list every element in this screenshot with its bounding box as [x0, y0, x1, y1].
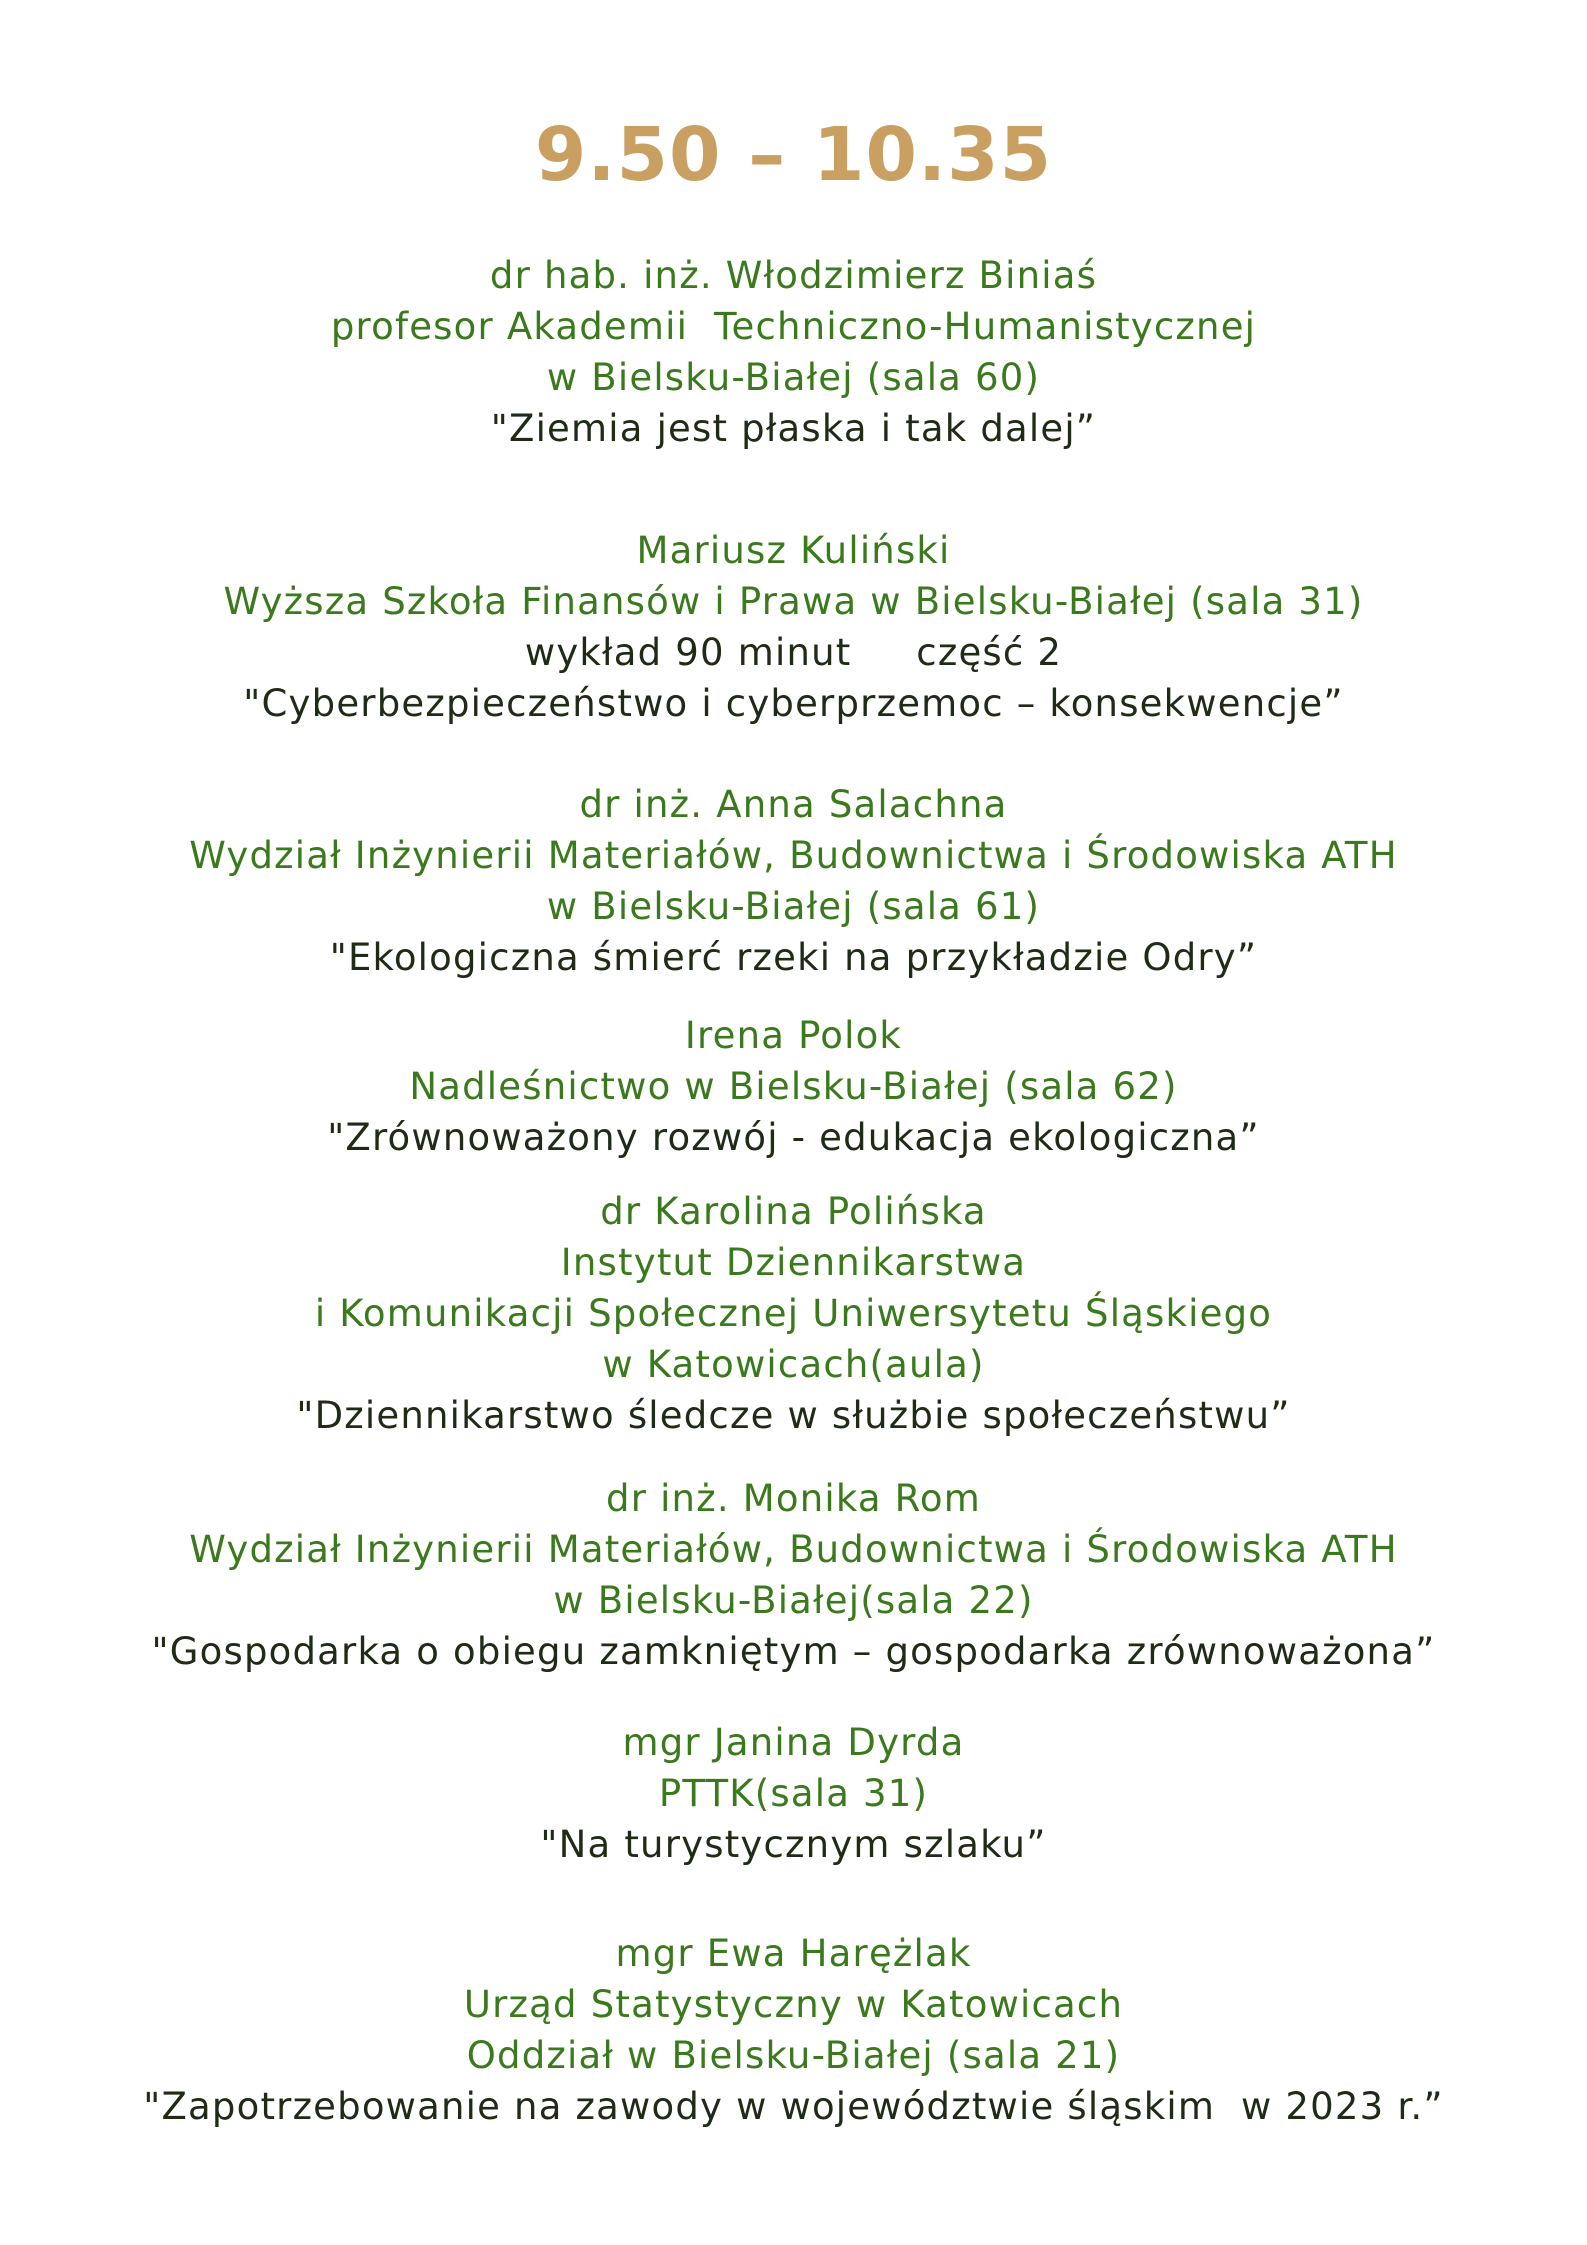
speaker-affiliation: w Bielsku-Białej(sala 22): [553, 1579, 1034, 1622]
speaker-name: dr inż. Anna Salachna: [579, 783, 1008, 826]
speaker-name: dr Karolina Polińska: [600, 1190, 987, 1233]
session-block-6: [0, 1473, 1587, 1677]
lecture-note: wykład 90 minut część 2: [524, 631, 1063, 674]
speaker-name: mgr Ewa Harężlak: [615, 1932, 972, 1975]
session-block-7: [0, 1717, 1587, 1870]
speaker-affiliation: i Komunikacji Społecznej Uniwersytetu Śląskiego: [314, 1292, 1273, 1335]
speaker-affiliation: Wydział Inżynierii Materiałów, Budownictwa i Środowiska ATH: [189, 834, 1398, 877]
speaker-affiliation: w Bielsku-Białej (sala 61): [546, 885, 1041, 928]
time-range-heading: 9.50 – 10.35: [534, 112, 1053, 198]
speaker-affiliation: profesor Akademii Techniczno-Humanistycznej: [330, 305, 1257, 348]
session-block-4: [0, 1010, 1587, 1163]
speaker-affiliation: Wydział Inżynierii Materiałów, Budownictwa i Środowiska ATH: [189, 1528, 1398, 1571]
speaker-name: Irena Polok: [684, 1014, 903, 1057]
speaker-name: mgr Janina Dyrda: [622, 1721, 965, 1764]
session-block-2: [0, 525, 1587, 729]
session-block-8: [0, 1928, 1587, 2132]
speaker-affiliation: Urząd Statystyczny w Katowicach: [463, 1983, 1124, 2026]
speaker-name: Mariusz Kuliński: [636, 529, 951, 572]
speaker-affiliation: Wyższa Szkoła Finansów i Prawa w Bielsku-Białej (sala 31): [223, 580, 1364, 623]
speaker-affiliation: Oddział w Bielsku-Białej (sala 21): [466, 2034, 1121, 2077]
speaker-affiliation: w Katowicach(aula): [602, 1343, 985, 1386]
speaker-affiliation: Nadleśnictwo w Bielsku-Białej (sala 62): [409, 1065, 1178, 1108]
session-block-1: [0, 250, 1587, 454]
speaker-affiliation: Instytut Dziennikarstwa: [560, 1241, 1027, 1284]
speaker-affiliation: w Bielsku-Białej (sala 60): [546, 356, 1041, 399]
session-block-3: [0, 779, 1587, 983]
speaker-name: dr inż. Monika Rom: [606, 1477, 981, 1520]
lecture-title: "Zrównoważony rozwój - edukacja ekologiczna”: [327, 1116, 1260, 1159]
lecture-title: "Dziennikarstwo śledcze w służbie społeczeństwu”: [296, 1394, 1291, 1437]
lecture-title: "Gospodarka o obiegu zamkniętym – gospodarka zrównoważona”: [151, 1630, 1436, 1673]
lecture-title: "Zapotrzebowanie na zawody w województwie śląskim w 2023 r.”: [143, 2085, 1444, 2128]
lecture-title: "Cyberbezpieczeństwo i cyberprzemoc – konsekwencje”: [243, 682, 1344, 725]
lecture-title: "Ekologiczna śmierć rzeki na przykładzie Odry”: [329, 936, 1258, 979]
session-block-5: [0, 1186, 1587, 1441]
lecture-title: "Na turystycznym szlaku”: [540, 1823, 1047, 1866]
speaker-name: dr hab. inż. Włodzimierz Biniaś: [489, 254, 1098, 297]
lecture-title: "Ziemia jest płaska i tak dalej”: [490, 407, 1097, 450]
speaker-affiliation: PTTK(sala 31): [658, 1772, 929, 1815]
